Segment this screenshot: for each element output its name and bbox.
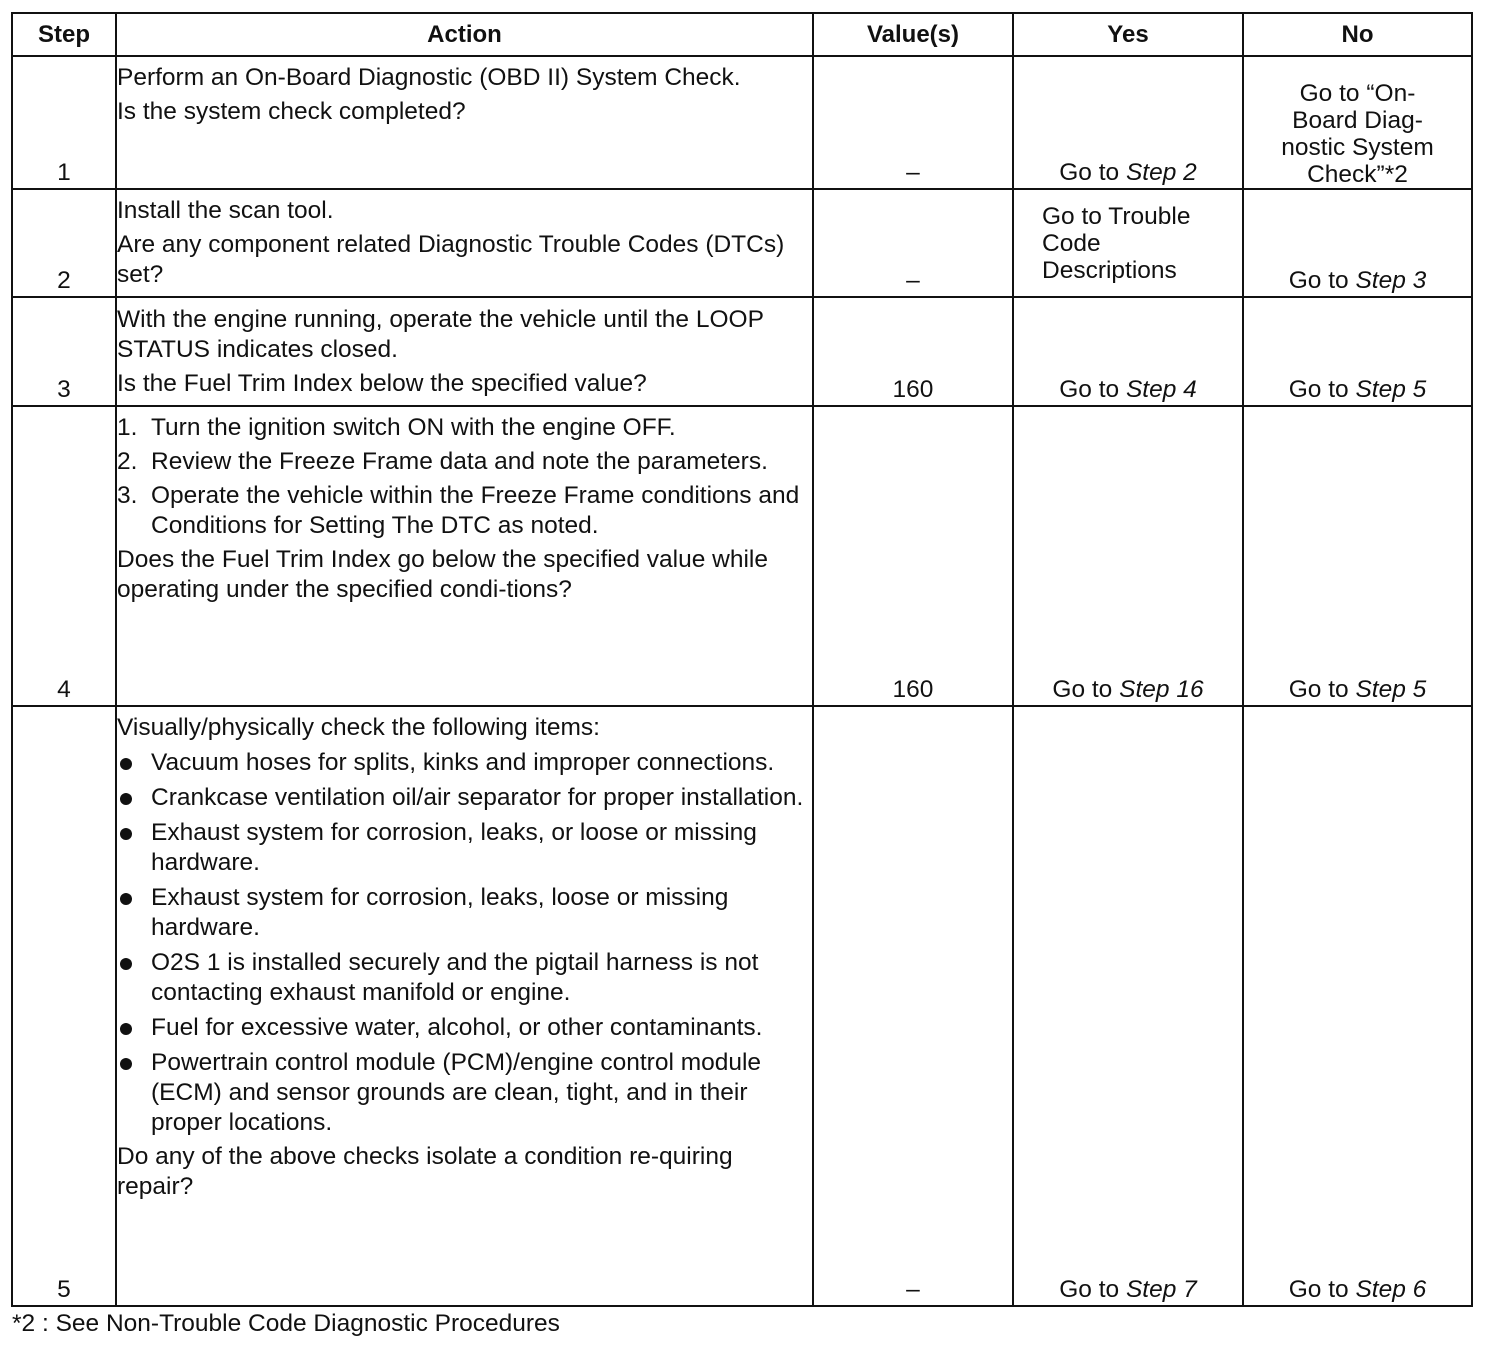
no-line: Check”*2 (1307, 161, 1408, 188)
bullet-item (117, 1048, 812, 1138)
step-number: 1 (12, 56, 116, 189)
yes-prefix: Go to (1059, 159, 1126, 186)
bullet-icon (117, 1013, 151, 1043)
table-row-step-1 (12, 56, 1472, 189)
bullet-icon (117, 783, 151, 813)
no-line: Board Diag- (1292, 107, 1423, 134)
action-question: Is the Fuel Trim Index below the specified value? (117, 369, 647, 397)
action-cell (116, 189, 813, 297)
bullet-text: Fuel for excessive water, alcohol, or other contaminants. (151, 1014, 763, 1041)
value-cell: – (813, 56, 1013, 189)
value-cell: – (813, 189, 1013, 297)
no-step-link: Step 5 (1355, 376, 1427, 403)
bullet-icon (117, 748, 151, 778)
bullet-icon (117, 818, 151, 878)
header-yes: Yes (1013, 13, 1243, 56)
numbered-item (117, 447, 812, 477)
action-text: With the engine running, operate the vehicle until the LOOP STATUS indicates closed. (117, 305, 764, 363)
bullet-text: Powertrain control module (PCM)/engine control module (ECM) and sensor grounds are clean, tight, and in their proper locations. (151, 1049, 762, 1136)
header-no: No (1243, 13, 1472, 56)
yes-cell (1013, 189, 1243, 297)
table-row-step-3 (12, 297, 1472, 406)
action-text: Install the scan tool. (117, 197, 334, 224)
table-row-step-2 (12, 189, 1472, 297)
yes-step-link: Step 16 (1119, 676, 1204, 703)
header-step: Step (12, 13, 116, 56)
action-intro: Visually/physically check the following items: (117, 714, 600, 741)
yes-cell (1013, 406, 1243, 706)
value-cell: 160 (813, 297, 1013, 406)
bullet-icon (117, 1048, 151, 1138)
no-cell (1243, 706, 1472, 1306)
action-question: Is the system check completed? (117, 98, 466, 125)
item-text: Review the Freeze Frame data and note the parameters. (151, 448, 768, 475)
item-text: Operate the vehicle within the Freeze Frame conditions and Conditions for Setting The DTC as noted. (151, 482, 800, 539)
no-step-link: Step 6 (1355, 1276, 1427, 1303)
header-row (12, 13, 1472, 56)
no-prefix: Go to (1288, 1276, 1356, 1303)
no-cell (1243, 189, 1472, 297)
bullet-item (117, 748, 812, 778)
bullet-item (117, 948, 812, 1008)
no-line: Go to “On- (1299, 80, 1416, 107)
yes-step-link: Step 2 (1125, 159, 1197, 186)
bullet-item (117, 1013, 812, 1043)
action-cell (116, 56, 813, 189)
no-step-link: Step 5 (1355, 676, 1427, 703)
yes-prefix: Go to (1052, 676, 1120, 703)
yes-step-link: Step 4 (1125, 376, 1197, 403)
header-values: Value(s) (813, 13, 1013, 56)
yes-prefix: Go to (1059, 376, 1126, 403)
header-action: Action (116, 13, 813, 56)
value-cell: 160 (813, 406, 1013, 706)
bullet-text: O2S 1 is installed securely and the pigtail harness is not contacting exhaust manifold or engine. (151, 949, 759, 1006)
footnote: *2 : See Non-Trouble Code Diagnostic Procedures (12, 1310, 560, 1337)
table-row-step-4 (12, 406, 1472, 706)
bullet-text: Exhaust system for corrosion, leaks, loose or missing hardware. (151, 884, 729, 941)
yes-line: Descriptions (1042, 256, 1177, 284)
step-number: 2 (12, 189, 116, 297)
action-question: Does the Fuel Trim Index go below the specified value while operating under the specified condi-tions? (117, 546, 768, 603)
step-number: 3 (12, 297, 116, 406)
bullet-text: Exhaust system for corrosion, leaks, or loose or missing hardware. (151, 819, 757, 876)
yes-cell (1013, 56, 1243, 189)
numbered-item (117, 413, 812, 443)
numbered-item (117, 481, 812, 541)
item-text: Turn the ignition switch ON with the engine OFF. (151, 414, 676, 441)
no-step-link: Step 3 (1355, 267, 1427, 294)
no-cell (1243, 406, 1472, 706)
item-number: 2. (117, 448, 138, 475)
yes-prefix: Go to (1059, 1276, 1126, 1303)
yes-cell (1013, 297, 1243, 406)
action-question: Do any of the above checks isolate a condition re-quiring repair? (117, 1143, 733, 1200)
bullet-icon (117, 948, 151, 1008)
no-cell (1243, 297, 1472, 406)
bullet-text: Crankcase ventilation oil/air separator for proper installation. (151, 784, 804, 811)
diagnostic-table (11, 12, 1473, 1307)
bullet-item (117, 818, 812, 878)
bullet-item (117, 783, 812, 813)
yes-line: Go to Trouble (1042, 202, 1191, 230)
bullet-text: Vacuum hoses for splits, kinks and improper connections. (151, 749, 775, 776)
no-prefix: Go to (1288, 267, 1356, 294)
step-number: 5 (12, 706, 116, 1306)
no-prefix: Go to (1288, 376, 1356, 403)
action-cell (116, 297, 813, 406)
step-number: 4 (12, 406, 116, 706)
yes-cell (1013, 706, 1243, 1306)
item-number: 3. (117, 482, 138, 509)
yes-line: Code (1042, 229, 1101, 257)
no-line: nostic System (1281, 134, 1434, 161)
no-cell (1243, 56, 1472, 189)
no-prefix: Go to (1288, 676, 1356, 703)
item-number: 1. (117, 414, 138, 441)
value-cell: – (813, 706, 1013, 1306)
table-row-step-5 (12, 706, 1472, 1306)
bullet-item (117, 883, 812, 943)
action-question: Are any component related Diagnostic Trouble Codes (DTCs) set? (117, 231, 785, 288)
action-cell (116, 706, 813, 1306)
yes-step-link: Step 7 (1125, 1276, 1197, 1303)
action-text: Perform an On-Board Diagnostic (OBD II) System Check. (117, 64, 741, 91)
bullet-icon (117, 883, 151, 943)
action-cell (116, 406, 813, 706)
